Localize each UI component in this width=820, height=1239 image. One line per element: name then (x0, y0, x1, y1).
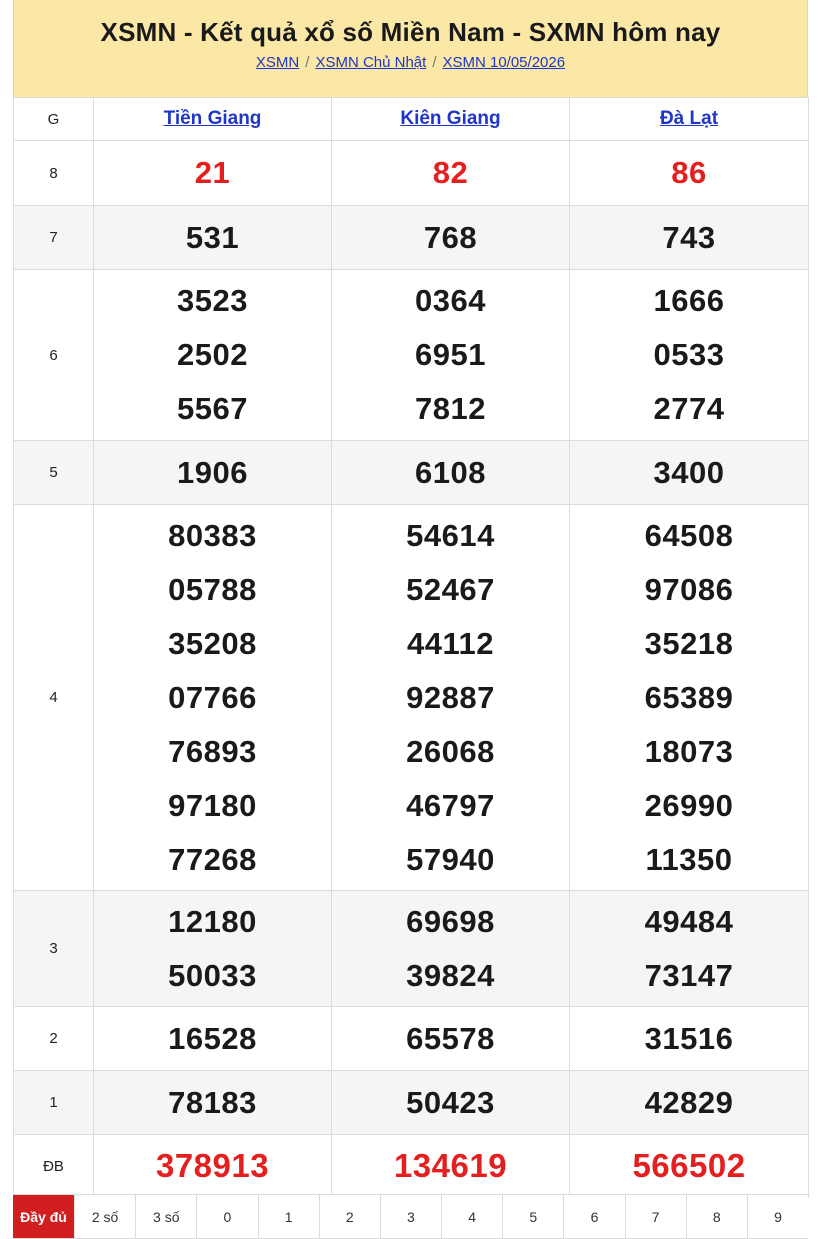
results-table (13, 97, 809, 1198)
prize-number: 07766 (168, 679, 257, 715)
prize-cell (570, 891, 809, 1007)
prize-cell (570, 270, 809, 441)
prize-number: 42829 (644, 1084, 734, 1120)
prize-cell (570, 206, 809, 270)
prize-label: 3 (14, 891, 94, 1007)
prize-number: 26068 (406, 733, 495, 769)
prize-number: 743 (662, 219, 716, 255)
filter-button[interactable]: 7 (626, 1195, 687, 1238)
filter-button[interactable]: 3 số (136, 1195, 197, 1238)
prize-number: 0533 (653, 337, 725, 372)
results-header (13, 0, 808, 97)
prize-number: 80383 (168, 517, 257, 553)
prize-number: 78183 (168, 1084, 257, 1120)
prize-number: 6108 (415, 454, 486, 490)
prize-cell (332, 1135, 570, 1198)
prize-row (14, 441, 809, 505)
prize-row (14, 270, 809, 441)
filter-button[interactable]: 8 (687, 1195, 748, 1238)
prize-number: 134619 (393, 1147, 508, 1184)
prize-number: 65578 (406, 1020, 495, 1056)
filter-button[interactable]: 2 (320, 1195, 381, 1238)
prize-number: 3400 (653, 454, 725, 490)
province-link-tien-giang[interactable]: Tiền Giang (163, 108, 262, 129)
filter-button[interactable]: 3 (381, 1195, 442, 1238)
filter-button[interactable]: 2 số (75, 1195, 136, 1238)
prize-number: 11350 (645, 841, 733, 877)
prize-label: 4 (14, 505, 94, 891)
prize-cell (332, 441, 570, 505)
prize-label: 6 (14, 270, 94, 441)
breadcrumb-date-link[interactable]: XSMN 10/05/2026 (442, 54, 566, 71)
prize-number: 64508 (644, 517, 734, 553)
prize-number: 7812 (415, 391, 486, 426)
province-header-da-lat (570, 98, 809, 141)
prize-number: 768 (423, 219, 478, 255)
filter-button[interactable]: 4 (442, 1195, 503, 1238)
prize-label: 8 (14, 141, 94, 206)
prize-cell (94, 141, 332, 206)
prize-number: 12180 (168, 903, 257, 939)
prize-cell (570, 141, 809, 206)
prize-number: 16528 (168, 1020, 257, 1056)
province-header-tien-giang (94, 98, 332, 141)
prize-number: 2774 (653, 391, 725, 426)
prize-cell (94, 891, 332, 1007)
province-link-da-lat[interactable]: Đà Lạt (659, 108, 719, 129)
breadcrumb-separator: / (432, 54, 437, 71)
filter-full-button[interactable]: Đầy đủ (13, 1195, 75, 1238)
prize-number: 378913 (155, 1147, 270, 1184)
prize-cell (570, 1007, 809, 1071)
prize-cell (570, 505, 809, 891)
prize-cell (332, 891, 570, 1007)
prize-cell (332, 206, 570, 270)
prize-cell (94, 1071, 332, 1135)
prize-cell (332, 141, 570, 206)
prize-number: 50423 (406, 1084, 495, 1120)
prize-number: 31516 (644, 1020, 734, 1056)
prize-number: 1666 (653, 283, 725, 318)
prize-label: 7 (14, 206, 94, 270)
breadcrumb (14, 54, 807, 71)
prize-cell (332, 1071, 570, 1135)
filter-button[interactable]: 0 (197, 1195, 258, 1238)
prize-number: 82 (432, 155, 469, 190)
prize-label: 5 (14, 441, 94, 505)
prize-cell (570, 441, 809, 505)
prize-number: 73147 (644, 957, 734, 993)
province-header-kien-giang (332, 98, 570, 141)
filter-button[interactable]: 5 (503, 1195, 564, 1238)
prize-cell (570, 1135, 809, 1198)
prize-row (14, 1135, 809, 1198)
prize-number: 46797 (406, 787, 495, 823)
province-link-kien-giang[interactable]: Kiên Giang (400, 108, 501, 129)
breadcrumb-sunday-link[interactable]: XSMN Chủ Nhật (315, 54, 427, 71)
prize-cell (94, 1007, 332, 1071)
prize-label: ĐB (14, 1135, 94, 1198)
prize-cell (94, 505, 332, 891)
prize-number: 86 (671, 155, 707, 190)
prize-number: 76893 (168, 733, 257, 769)
prize-number: 44112 (407, 625, 494, 661)
prize-number: 54614 (406, 517, 495, 553)
prize-number: 57940 (406, 841, 495, 877)
prize-cell (94, 1135, 332, 1198)
prize-number: 26990 (644, 787, 734, 823)
prize-number: 1906 (177, 454, 248, 490)
prize-number: 3523 (177, 283, 248, 318)
filter-button[interactable]: 1 (259, 1195, 320, 1238)
prize-column-header: G (14, 98, 94, 141)
page-title: XSMN - Kết quả xổ số Miền Nam - SXMN hôm nay (100, 17, 721, 47)
prize-number: 35218 (644, 625, 734, 661)
prize-number: 97180 (168, 787, 257, 823)
prize-number: 69698 (406, 903, 495, 939)
prize-number: 531 (185, 219, 240, 255)
prize-row (14, 141, 809, 206)
prize-number: 65389 (644, 679, 734, 715)
breadcrumb-xsmn-link[interactable]: XSMN (255, 54, 300, 71)
filter-button[interactable]: 9 (774, 1208, 782, 1225)
prize-number: 49484 (644, 903, 734, 939)
prize-number: 21 (194, 155, 231, 190)
prize-label: 1 (14, 1071, 94, 1135)
prize-cell (332, 505, 570, 891)
prize-number: 77268 (168, 841, 257, 877)
prize-number: 566502 (632, 1147, 746, 1184)
prize-number: 92887 (406, 679, 495, 715)
prize-number: 50033 (168, 957, 257, 993)
prize-number: 35208 (168, 625, 257, 661)
prize-number: 05788 (168, 571, 257, 607)
prize-cell (94, 270, 332, 441)
digit-filter-bar (13, 1194, 808, 1239)
prize-row (14, 505, 809, 891)
prize-row (14, 891, 809, 1007)
results-frame (13, 0, 808, 1239)
prize-row (14, 1007, 809, 1071)
filter-button[interactable]: 6 (564, 1195, 625, 1238)
prize-number: 2502 (177, 337, 248, 372)
prize-cell (94, 441, 332, 505)
prize-number: 0364 (415, 283, 486, 318)
prize-cell (332, 1007, 570, 1071)
prize-row (14, 1071, 809, 1135)
prize-number: 97086 (644, 571, 734, 607)
prize-row (14, 206, 809, 270)
prize-number: 5567 (177, 391, 248, 426)
prize-cell (94, 206, 332, 270)
prize-number: 6951 (415, 337, 486, 372)
prize-number: 18073 (644, 733, 734, 769)
breadcrumb-separator: / (305, 54, 310, 71)
prize-number: 52467 (406, 571, 495, 607)
prize-number: 39824 (406, 957, 495, 993)
prize-label: 2 (14, 1007, 94, 1071)
prize-cell (570, 1071, 809, 1135)
prize-cell (332, 270, 570, 441)
